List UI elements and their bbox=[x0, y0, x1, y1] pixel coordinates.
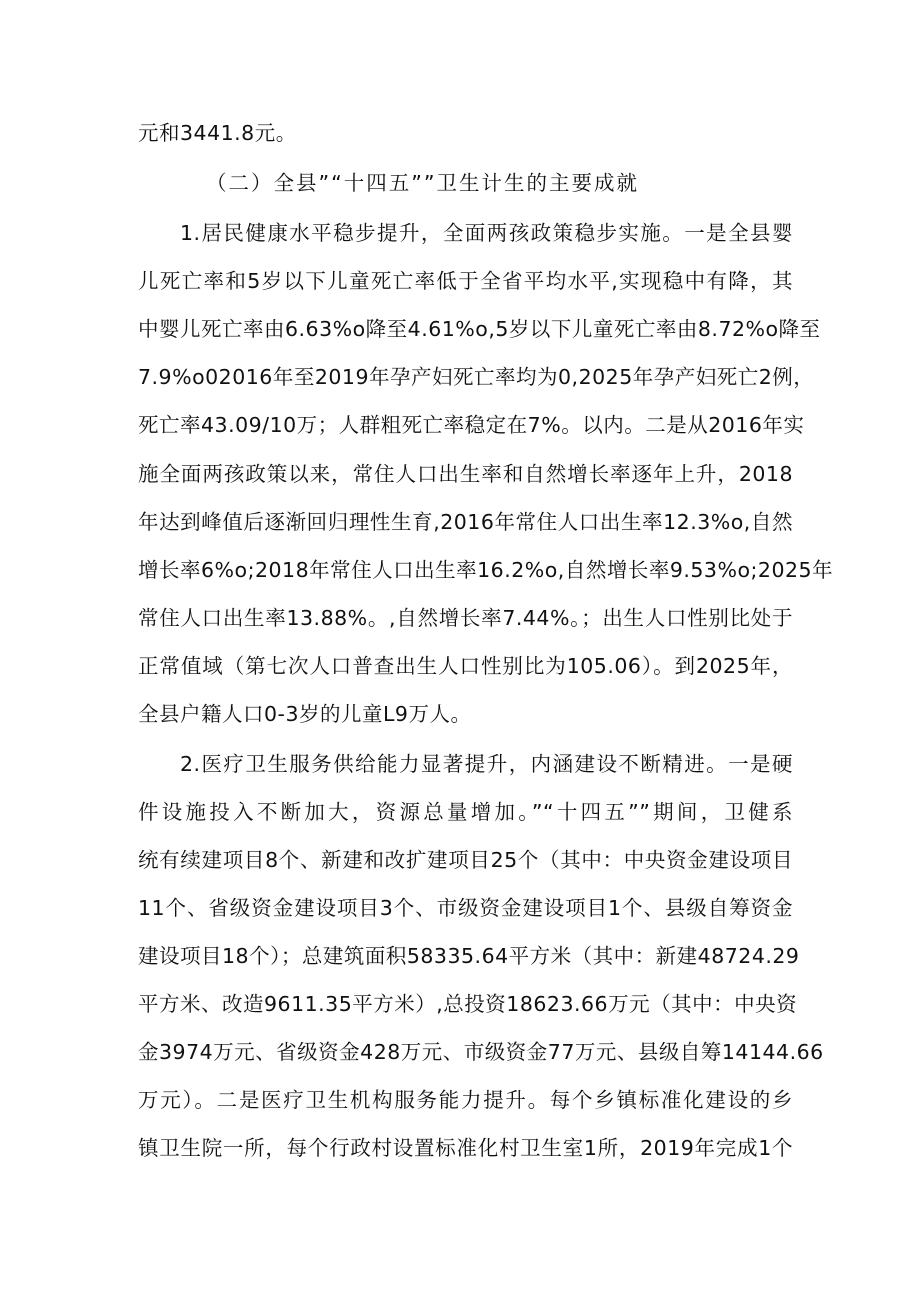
paragraph-1-line: 全县户籍人口0-3岁的儿童L9万人。 bbox=[138, 702, 472, 726]
paragraph-2-line: 11个、省级资金建设项目3个、市级资金建设项目1个、县级自筹资金 bbox=[138, 896, 793, 920]
paragraph-2-line: 万元）。二是医疗卫生机构服务能力提升。每个乡镇标准化建设的乡 bbox=[138, 1088, 793, 1112]
paragraph-1-line: 死亡率43.09/10万；人群粗死亡率稳定在7%。以内。二是从2016年实 bbox=[138, 413, 805, 437]
paragraph-1-line: 年达到峰值后逐渐回归理性生育,2016年常住人口出生率12.3%o,自然 bbox=[138, 510, 793, 534]
paragraph-2-line: 建设项目18个）；总建筑面积58335.64平方米（其中：新建48724.29 bbox=[138, 944, 800, 968]
paragraph-1-line: 施全面两孩政策以来，常住人口出生率和自然增长率逐年上升，2018 bbox=[138, 462, 793, 486]
paragraph-2-line: 2.医疗卫生服务供给能力显著提升，内涵建设不断精进。一是硬 bbox=[180, 752, 793, 776]
paragraph-2-line: 金3974万元、省级资金428万元、市级资金77万元、县级自筹14144.66 bbox=[138, 1040, 824, 1064]
paragraph-2-line: 件设施投入不断加大，资源总量增加。”“十四五””期间，卫健系 bbox=[138, 800, 793, 824]
paragraph-2-line: 镇卫生院一所，每个行政村设置标准化村卫生室1所，2019年完成1个 bbox=[138, 1136, 793, 1160]
paragraph-1-line: 儿死亡率和5岁以下儿童死亡率低于全省平均水平,实现稳中有降，其 bbox=[138, 269, 793, 293]
text-line: 元和3441.8元。 bbox=[138, 121, 297, 145]
paragraph-1-line: 增长率6%o;2018年常住人口出生率16.2%o,自然增长率9.53%o;2025年 bbox=[138, 558, 834, 582]
paragraph-2-line: 平方米、改造9611.35平方米）,总投资18623.66万元（其中：中央资 bbox=[138, 992, 798, 1016]
section-heading: （二）全县”“十四五””卫生计生的主要成就 bbox=[206, 171, 639, 195]
paragraph-2-line: 统有续建项目8个、新建和改扩建项目25个（其中：中央资金建设项目 bbox=[138, 848, 793, 872]
paragraph-1-line: 常住人口出生率13.88%。,自然增长率7.44%。；出生人口性别比处于 bbox=[138, 606, 793, 630]
paragraph-1-line: 中婴儿死亡率由6.63%o降至4.61%o,5岁以下儿童死亡率由8.72%o降至 bbox=[138, 317, 821, 341]
paragraph-1-line: 1.居民健康水平稳步提升，全面两孩政策稳步实施。一是全县婴 bbox=[180, 221, 793, 245]
paragraph-1-line: 正常值域（第七次人口普查出生人口性别比为105.06）。到2025年， bbox=[138, 654, 793, 678]
paragraph-1-line: 7.9%o02016年至2019年孕产妇死亡率均为0,2025年孕产妇死亡2例， bbox=[138, 365, 815, 389]
